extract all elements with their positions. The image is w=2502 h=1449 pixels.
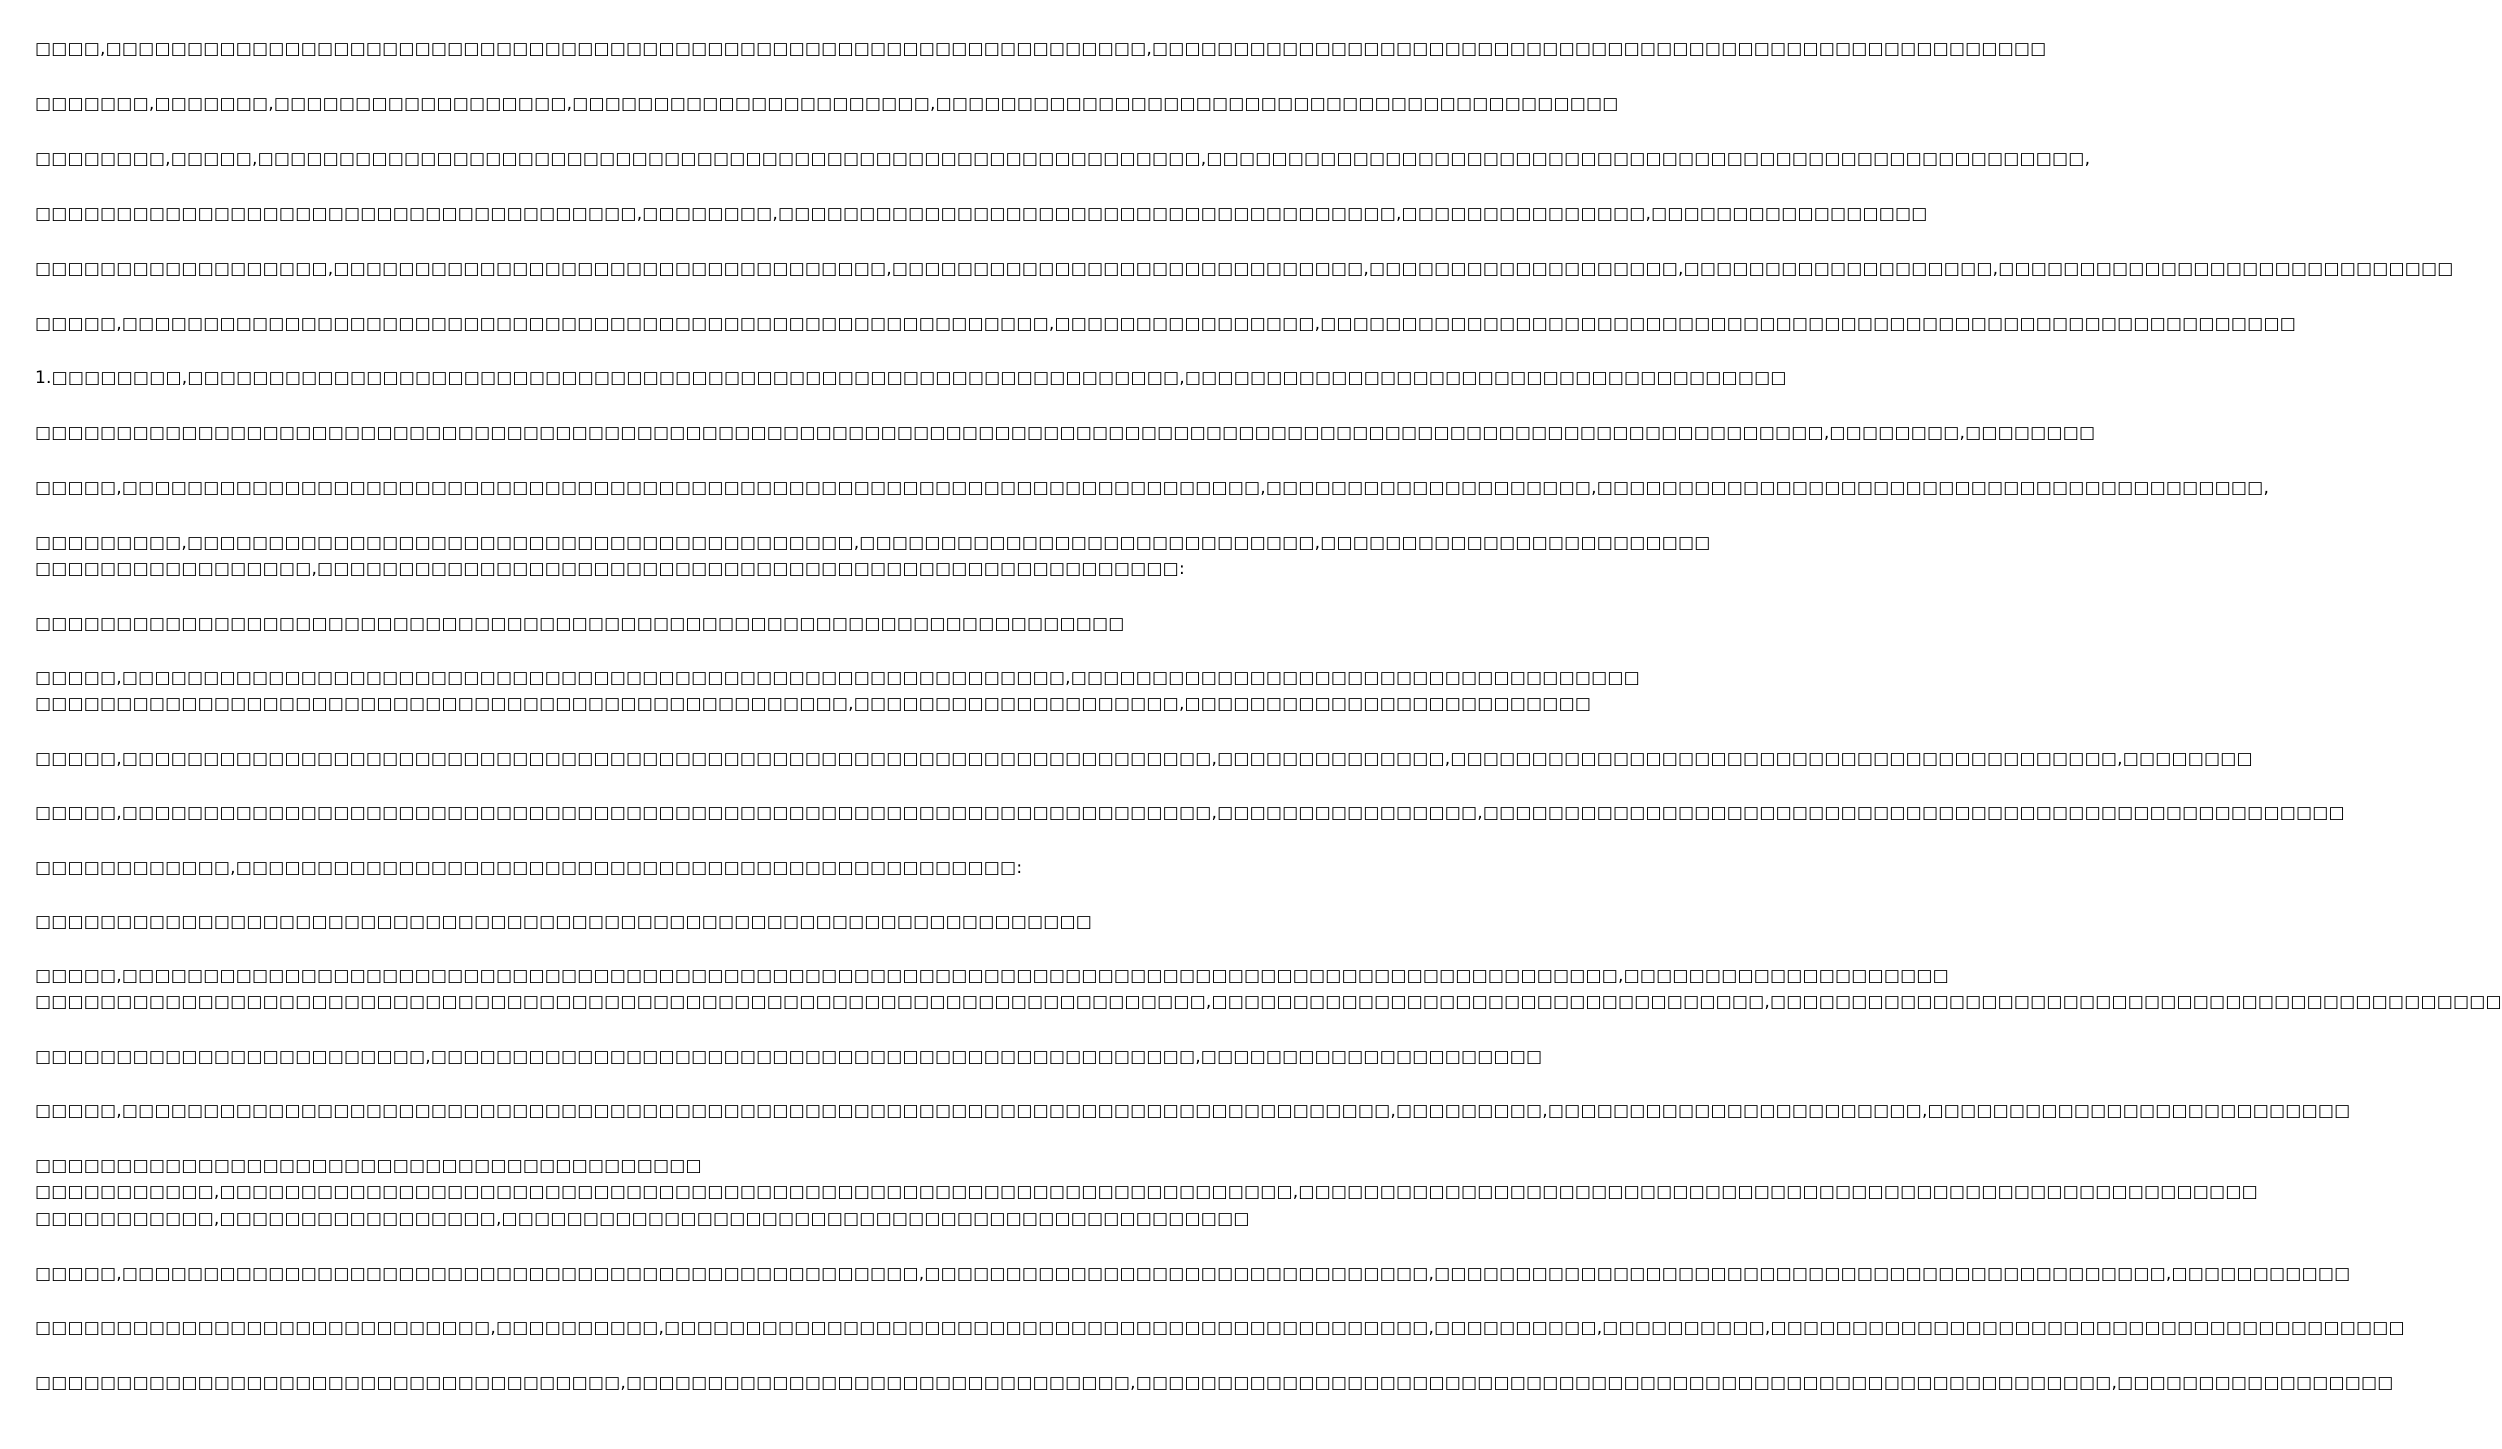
text-line: □□□□□□□□□□□□□□□□□□□□□□□□□□□□□□□□□□□□□□□□□□□□□□□□□□□□□□□□□□□□□□□□□□□□□□□□,□□□□□□□□□□□□□□□□□□□□□□□□□□□□□□□□□□,□□□□□□□□□□□□□□□□□□□□□□□□□□□□□□□□□□□□□□□□□□□□□: [35, 992, 2502, 1012]
text-line: □□□□□□□□□□□□□□□□□□□□□□□□□□□□,□□□□□□□□□□,□□□□□□□□□□□□□□□□□□□□□□□□□□□□□□□□□□□□□□□□□□□□□□□,□□□□□□□□□□,□□□□□□□□□□,□□□□□□□□□□□□□□□□□□□□□□□□□□□□□□□□□□□□□□□: [35, 1318, 2405, 1338]
text-line: 1.□□□□□□□□,□□□□□□□□□□□□□□□□□□□□□□□□□□□□□□□□□□□□□□□□□□□□□□□□□□□□□□□□□□□□□,□□□□□□□□□□□□□□□□□□□□□□□□□□□□□□□□□□□□□: [35, 368, 1787, 388]
text-line: □□□□□,□□□□□□□□□□□□□□□□□□□□□□□□□□□□□□□□□□□□□□□□□□□□□□□□□,□□□□□□□□□□□□□□□□□□□□□□□□□□□□□□□,□□□□□□□□□□□□□□□□□□□□□□□□□□□□□□□□□□□□□□□□□□□□□,□□□□□□□□□□□: [35, 1264, 2351, 1284]
text-line: □□□□□□□□□□□□□□□□□,□□□□□□□□□□□□□□□□□□□□□□□□□□□□□□□□□□□□□□□□□□□□□□□□□□□□□:: [35, 559, 1185, 579]
text-line: □□□□□,□□□□□□□□□□□□□□□□□□□□□□□□□□□□□□□□□□□□□□□□□□□□□□□□□□□□□□□□□□□□□□□□□□□□□□,□□□□□□□□□□□□□□□□□□□□,□□□□□□□□□□□□□□□□□□□□□□□□□□□□□□□□□□□□□□□□□,: [35, 478, 2270, 498]
text-line: □□□□□□□,□□□□□□□,□□□□□□□□□□□□□□□□□□,□□□□□□□□□□□□□□□□□□□□□□,□□□□□□□□□□□□□□□□□□□□□□□□□□□□□□□□□□□□□□□□□□: [35, 94, 1619, 114]
text-line: □□□□□□□□□□□□□□□□□□□□□□□□□□□□□□□□□□□□□,□□□□□□□□,□□□□□□□□□□□□□□□□□□□□□□□□□□□□□□□□□□□□□□,□□□□□□□□□□□□□□□,□□□□□□□□□□□□□□□□□: [35, 204, 1928, 224]
text-line: □□□□□□□□□□□□□□□□□□□□□□□□□□□□□□□□□□□□□□□□□: [35, 1156, 702, 1176]
text-line: □□□□□□□□□□□□,□□□□□□□□□□□□□□□□□□□□□□□□□□□□□□□□□□□□□□□□□□□□□□□□:: [35, 858, 1023, 878]
text-line: □□□□□,□□□□□□□□□□□□□□□□□□□□□□□□□□□□□□□□□□□□□□□□□□□□□□□□□□□□□□□□□□□□□□□□□□□□□□□□□□□□□□□□□□□□□□□□□□□□,□□□□□□□□□□□□□□□□□□□□: [35, 966, 1949, 986]
text-line: □□□□□□□□□□□□□□□□□□□□□□□□□□□□□□□□□□□□□□□□□□□□□□□□□□□□□□□□□□□□□□□□□□□: [35, 614, 1125, 634]
text-line: □□□□□,□□□□□□□□□□□□□□□□□□□□□□□□□□□□□□□□□□□□□□□□□□□□□□□□□□□□□□□□□□□□□□□□□□□□□□□□□□□□□□,□□□□□□□□□,□□□□□□□□□□□□□□□□□□□□□□□,□□□□□□□□□□□□□□□□□□□□□□□□□□: [35, 1101, 2351, 1121]
text-line: □□□□□,□□□□□□□□□□□□□□□□□□□□□□□□□□□□□□□□□□□□□□□□□□□□□□□□□□□□□□□□□□□□□□□□□□□,□□□□□□□□□□□□□□□□,□□□□□□□□□□□□□□□□□□□□□□□□□□□□□□□□□□□□□□□□□□□□□□□□□□□□□: [35, 803, 2345, 823]
text-line: □□□□□,□□□□□□□□□□□□□□□□□□□□□□□□□□□□□□□□□□□□□□□□□□□□□□□□□□□□□□□□□□□□□□□□□□□,□□□□□□□□□□□□□□,□□□□□□□□□□□□□□□□□□□□□□□□□□□□□□□□□□□□□□□□□,□□□□□□□□: [35, 749, 2253, 769]
text-line: □□□□□□□□□□□□□□□□□□□□□□□□□□□□□□□□□□□□□□□□□□□□□□□□□□□□□□□□□□□□□□□□□□□□□□□□□□□□□□□□□□□□□□□□□□□□□□□□□□□□□□□□□□□□□□,□□□□□□□□,□□□□□□□□: [35, 423, 2096, 443]
text-line: □□□□□□□□□□□□□□□□□□□□□□□□□□□□□□□□□□□□□□□□□□□□□□□□□□□□□□□□□□□□□□□□□: [35, 912, 1093, 932]
text-line: □□□□□,□□□□□□□□□□□□□□□□□□□□□□□□□□□□□□□□□□□□□□□□□□□□□□□□□□□□□□□□□,□□□□□□□□□□□□□□□□,□□□□□□□□□□□□□□□□□□□□□□□□□□□□□□□□□□□□□□□□□□□□□□□□□□□□□□□□□□□□: [35, 314, 2296, 334]
text-line: □□□□□,□□□□□□□□□□□□□□□□□□□□□□□□□□□□□□□□□□□□□□□□□□□□□□□□□□□□□□□□□□,□□□□□□□□□□□□□□□□□□□□□□□□□□□□□□□□□□□: [35, 668, 1640, 688]
text-line: □□□□□□□□□□□□□□□□□□,□□□□□□□□□□□□□□□□□□□□□□□□□□□□□□□□□□,□□□□□□□□□□□□□□□□□□□□□□□□□□□□□,□□□□□□□□□□□□□□□□□□□,□□□□□□□□□□□□□□□□□□□,□□□□□□□□□□□□□□□□□□□□□□□□□□□□: [35, 259, 2454, 279]
text-line: □□□□□□□□□□□□□□□□□□□□□□□□□□□□□□□□□□□□,□□□□□□□□□□□□□□□□□□□□□□□□□□□□□□□,□□□□□□□□□□□□□□□□□□□□□□□□□□□□□□□□□□□□□□□□□□□□□□□□□□□□□□□□□□□□,□□□□□□□□□□□□□□□□□: [35, 1373, 2394, 1393]
text-line: □□□□,□□□□□□□□□□□□□□□□□□□□□□□□□□□□□□□□□□□□□□□□□□□□□□□□□□□□□□□□□□□□□□□□,□□□□□□□□□□□□□□□□□□□□□□□□□□□□□□□□□□□□□□□□□□□□□□□□□□□□□□□: [35, 39, 2047, 59]
text-line: □□□□□□□□□□□□□□□□□□□□□□□□□□□□□□□□□□□□□□□□□□□□□□□□□□,□□□□□□□□□□□□□□□□□□□□,□□□□□□□□□□□□□□□□□□□□□□□□□: [35, 694, 1592, 714]
text-line: □□□□□□□□□□□,□□□□□□□□□□□□□□□□□□□□□□□□□□□□□□□□□□□□□□□□□□□□□□□□□□□□□□□□□□□□□□□□□□,□□□□□□□□□□□□□□□□□□□□□□□□□□□□□□□□□□□□□□□□□□□□□□□□□□□□□□□□□□□: [35, 1182, 2258, 1202]
text-line: □□□□□□□□□□□□□□□□□□□□□□□□,□□□□□□□□□□□□□□□□□□□□□□□□□□□□□□□□□□□□□□□□□□□□□□□,□□□□□□□□□□□□□□□□□□□□□: [35, 1047, 1543, 1067]
text-line: □□□□□□□□,□□□□□,□□□□□□□□□□□□□□□□□□□□□□□□□□□□□□□□□□□□□□□□□□□□□□□□□□□□□□□□□□,□□□□□□□□□□□□□□□□□□□□□□□□□□□□□□□□□□□□□□□□□□□□□□□□□□□□□□,: [35, 149, 2091, 169]
text-line: □□□□□□□□□,□□□□□□□□□□□□□□□□□□□□□□□□□□□□□□□□□□□□□□□□□,□□□□□□□□□□□□□□□□□□□□□□□□□□□□,□□□□□□□□□□□□□□□□□□□□□□□□: [35, 533, 1711, 553]
text-line: □□□□□□□□□□□,□□□□□□□□□□□□□□□□□,□□□□□□□□□□□□□□□□□□□□□□□□□□□□□□□□□□□□□□□□□□□□□□: [35, 1209, 1250, 1229]
